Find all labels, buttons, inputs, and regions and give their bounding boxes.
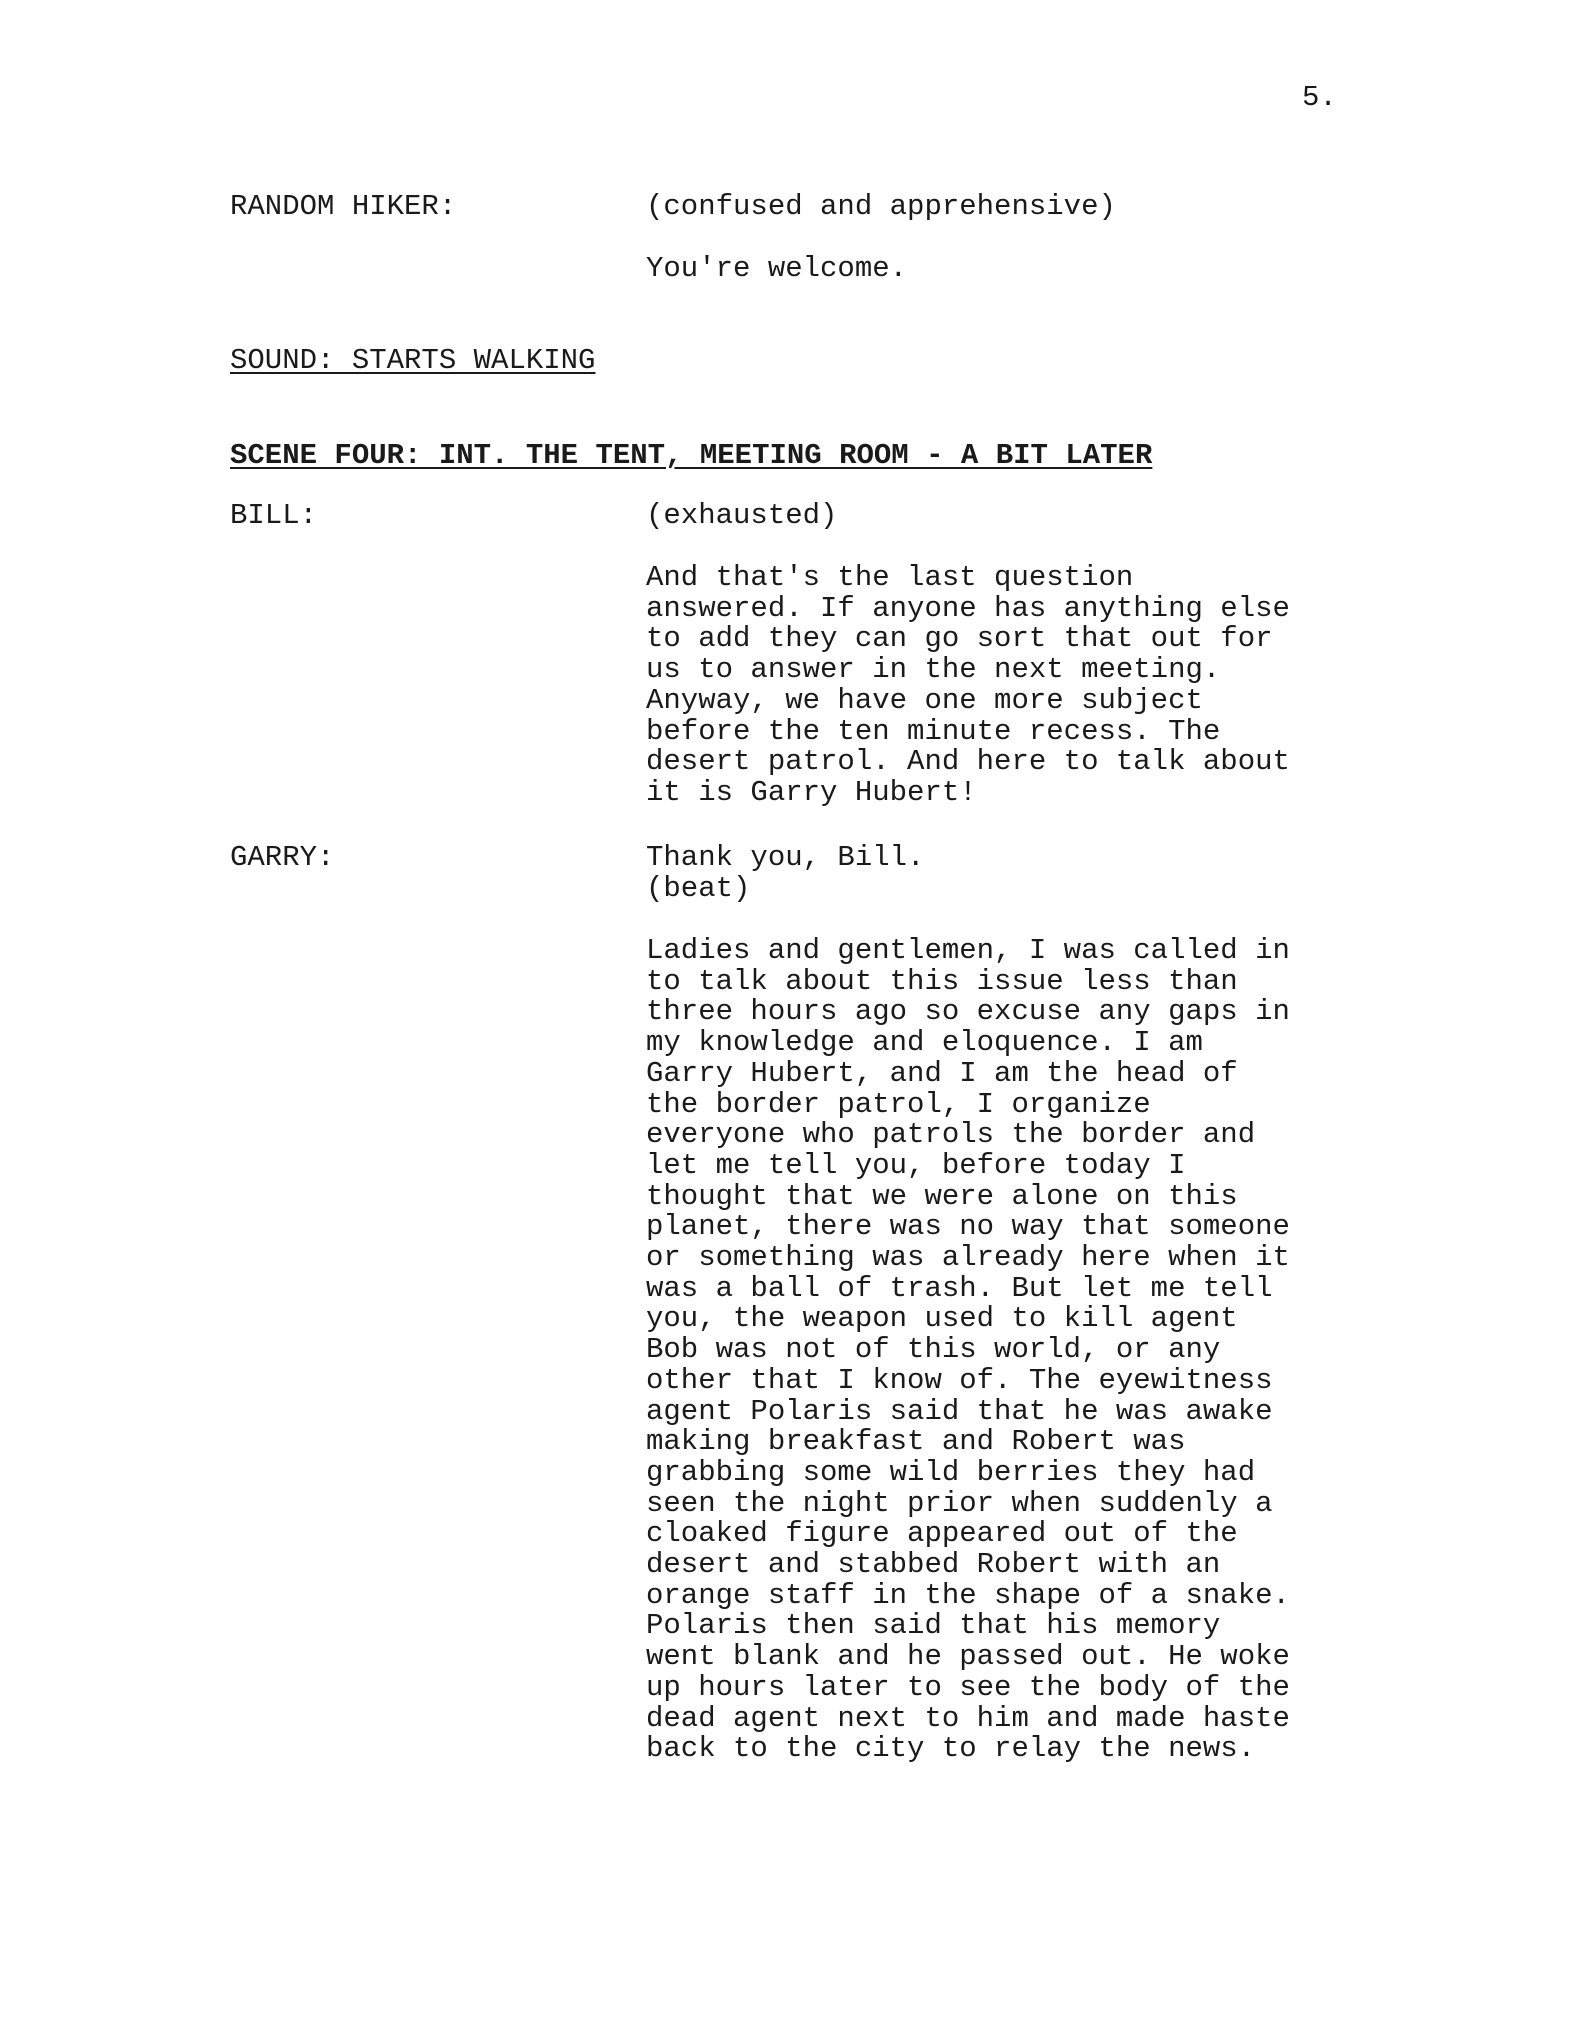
dialogue-line: or something was already here when it bbox=[646, 1241, 1290, 1274]
dialogue-line: Ladies and gentlemen, I was called in bbox=[646, 934, 1290, 967]
dialogue-line: thought that we were alone on this bbox=[646, 1179, 1238, 1213]
parenthetical: (exhausted) bbox=[646, 499, 838, 532]
dialogue-line: making breakfast and Robert was bbox=[646, 1425, 1186, 1459]
dialogue-line: agent Polaris said that he was awake bbox=[646, 1394, 1273, 1428]
dialogue-line: everyone who patrols the border and bbox=[646, 1118, 1256, 1152]
character-name-random-hiker: RANDOM HIKER: bbox=[230, 190, 457, 223]
parenthetical: (confused and apprehensive) bbox=[646, 190, 1116, 223]
dialogue-line: before the ten minute recess. The bbox=[646, 714, 1221, 748]
dialogue-line: desert patrol. And here to talk about bbox=[646, 745, 1290, 779]
dialogue-line: orange staff in the shape of a snake. bbox=[646, 1578, 1290, 1612]
dialogue-line: the border patrol, I organize bbox=[646, 1087, 1151, 1121]
dialogue-line: cloaked figure appeared out of the bbox=[646, 1517, 1238, 1551]
dialogue-line: Anyway, we have one more subject bbox=[646, 683, 1203, 717]
dialogue-line: Polaris then said that his memory bbox=[646, 1609, 1221, 1643]
dialogue-line: Thank you, Bill. bbox=[646, 841, 925, 874]
dialogue-line: up hours later to see the body of the bbox=[646, 1670, 1290, 1704]
dialogue-line: Garry Hubert, and I am the head of bbox=[646, 1056, 1238, 1090]
dialogue-line: to add they can go sort that out for bbox=[646, 622, 1273, 656]
page-number: 5. bbox=[1302, 81, 1337, 114]
scene-heading: SCENE FOUR: INT. THE TENT, MEETING ROOM - A BIT LATER bbox=[230, 439, 1153, 472]
dialogue-line: back to the city to relay the news. bbox=[646, 1732, 1256, 1766]
dialogue-line: other that I know of. The eyewitness bbox=[646, 1363, 1273, 1397]
dialogue-line: And that's the last question bbox=[646, 561, 1134, 594]
dialogue-line: went blank and he passed out. He woke bbox=[646, 1640, 1290, 1674]
dialogue-line: three hours ago so excuse any gaps in bbox=[646, 995, 1290, 1029]
dialogue-line: you, the weapon used to kill agent bbox=[646, 1302, 1238, 1336]
dialogue-line: my knowledge and eloquence. I am bbox=[646, 1026, 1203, 1060]
dialogue-line: let me tell you, before today I bbox=[646, 1148, 1186, 1182]
character-name-garry: GARRY: bbox=[230, 841, 335, 874]
dialogue-line: Bob was not of this world, or any bbox=[646, 1333, 1221, 1367]
dialogue-line: desert and stabbed Robert with an bbox=[646, 1548, 1221, 1581]
sound-cue: SOUND: STARTS WALKING bbox=[230, 344, 596, 377]
dialogue-line: seen the night prior when suddenly a bbox=[646, 1486, 1273, 1520]
dialogue-line: dead agent next to him and made haste bbox=[646, 1701, 1290, 1735]
dialogue-line: planet, there was no way that someone bbox=[646, 1210, 1290, 1244]
parenthetical: (beat) bbox=[646, 872, 751, 905]
dialogue-line: was a ball of trash. But let me tell bbox=[646, 1271, 1273, 1305]
dialogue-line: You're welcome. bbox=[646, 252, 908, 285]
dialogue-line: answered. If anyone has anything else bbox=[646, 591, 1290, 625]
dialogue-line: grabbing some wild berries they had bbox=[646, 1455, 1256, 1489]
dialogue-line: to talk about this issue less than bbox=[646, 964, 1238, 998]
dialogue-line: us to answer in the next meeting. bbox=[646, 653, 1221, 687]
character-name-bill: BILL: bbox=[230, 499, 318, 532]
dialogue-line: it is Garry Hubert! bbox=[646, 775, 977, 809]
